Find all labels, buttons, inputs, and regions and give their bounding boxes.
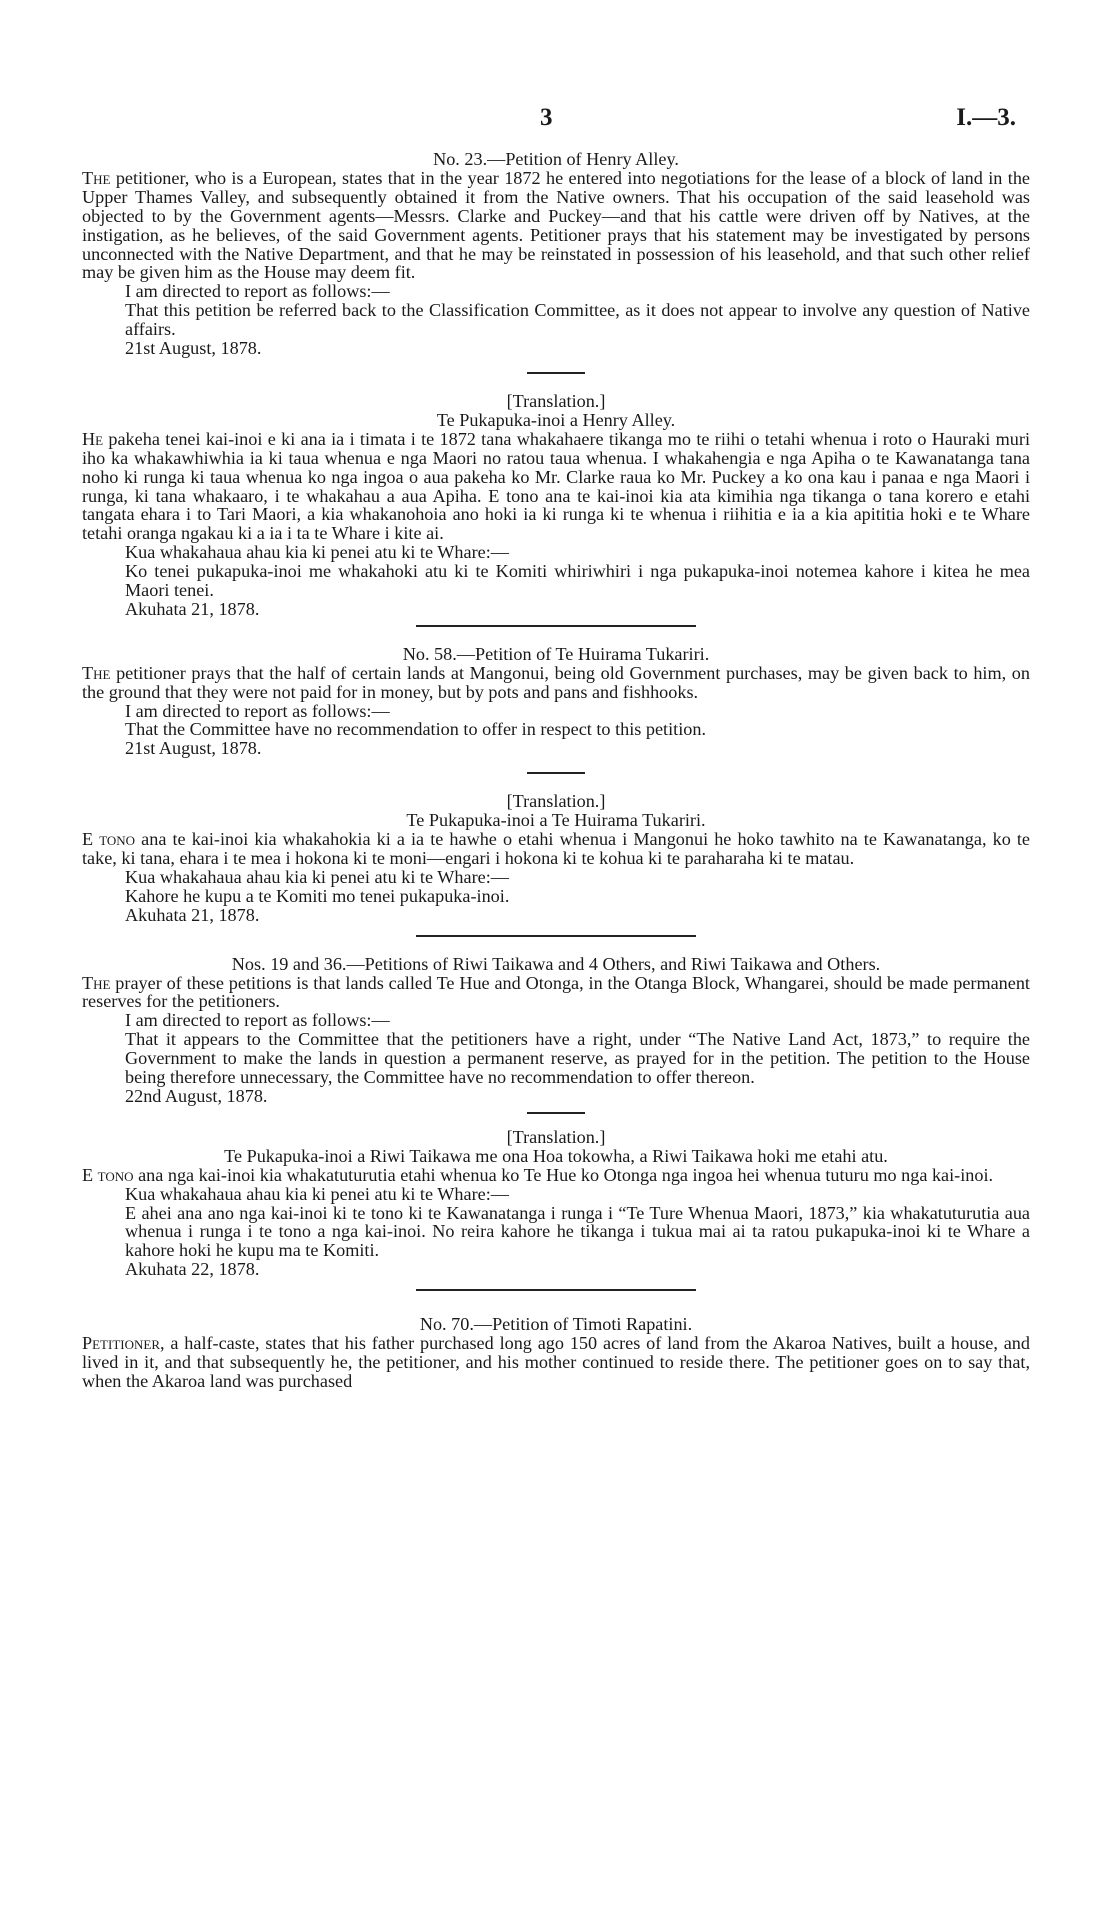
body-text: pakeha tenei kai-inoi e ki ana ia i timata i te 1872 tana whakahaere tikanga mo te riihi o tetahi whenua i roto o Hauraki muri iho ka whakawhiwhia ia ki taua whenua e nga Maori no ratou taua whenua. I whakahengia e nga Apiha o te Kawanatanga tana noho ki runga ki taua whenua ko nga ingoa o aua pakeha ko Mr. Clarke raua ko Mr. Puckey a ko ona kau i panaa e nga Maori i runga, ki tana whakaaro, i te whakahau a aua Apiha. E tono ana te kai-inoi kia ata kimihia nga tikanga o tana korero e etahi tangata ehara i to Tari Maori, a kia whakanohoia ano hoki ia ki runga ki te whenua i riihitia e ia a kia apititia hoki e te Whare tetahi oranga ngakau ki a ia i ta te Whare i kite ai. <box>82 428 1030 544</box>
translation-23-body <box>82 430 1030 543</box>
petition-70-body <box>82 1334 1030 1391</box>
petition-19-body <box>82 974 1030 1012</box>
translation-23-label: [Translation.] <box>506 390 606 411</box>
petition-58-directed: I am directed to report as follows:— <box>125 700 390 721</box>
petition-23-directed: I am directed to report as follows:— <box>125 281 390 302</box>
body-lead: He <box>82 428 104 449</box>
petition-23-title: No. 23.—Petition of Henry Alley. <box>433 149 679 169</box>
translation-23-report: Ko tenei pukapuka-inoi me whakahoki atu ki te Komiti whiriwhiri i nga pukapuka-inoi notemea kahore i kitea he mea Maori tenei. <box>125 561 1030 601</box>
translation-23-title: Te Pukapuka-inoi a Henry Alley. <box>436 409 676 430</box>
translation-19-label: [Translation.] <box>506 1126 606 1147</box>
body-text: petitioner, who is a European, states that in the year 1872 he entered into negotiations for the lease of a block of land in the Upper Thames Valley, and subsequently obtained it from the Native owners. That his occupation of the said leasehold was objected to by the Government agents—Messrs. Clarke and Puckey—and that his cattle were driven off by Natives, at the instigation, as he believes, of the said Government agents. Petitioner prays that his statement may be investigated by persons unconnected with the Native Department, and that he may be reinstated in possession of his leasehold, and that such other relief may be given him as the House may deem fit. <box>82 167 1030 283</box>
translation-23-date: Akuhata 21, 1878. <box>125 598 260 619</box>
translation-19-directed: Kua whakahaua ahau kia ki penei atu ki te Whare:— <box>125 1183 509 1204</box>
petition-19-title: Nos. 19 and 36.—Petitions of Riwi Taikawa and 4 Others, and Riwi Taikawa and Others. <box>231 953 881 974</box>
document-body <box>82 150 1030 1391</box>
body-lead: Petitioner <box>82 1333 160 1354</box>
body-text: prayer of these petitions is that lands called Te Hue and Otonga, in the Otanga Block, Whangarei, should be made permanent reserves for the petitioners. <box>82 972 1030 1012</box>
petition-19-directed: I am directed to report as follows:— <box>125 1010 390 1031</box>
translation-58-label: [Translation.] <box>506 791 606 812</box>
body-lead: The <box>82 972 111 993</box>
body-lead: The <box>82 167 111 188</box>
translation-58-body <box>82 830 1030 868</box>
petition-23-report: That this petition be referred back to the Classification Committee, as it does not appear to involve any question of Native affairs. <box>125 300 1030 340</box>
body-lead: E tono <box>82 829 136 850</box>
petition-23-body <box>82 169 1030 282</box>
petition-58-date: 21st August, 1878. <box>125 738 262 759</box>
translation-58-title: Te Pukapuka-inoi a Te Huirama Tukariri. <box>406 810 706 831</box>
petition-19-report: That it appears to the Committee that the petitioners have a right, under “The Native Land Act, 1873,” to require the Government to make the lands in question a permanent reserve, as prayed for in the petition. The petition to the House being therefore unnecessary, the Committee have no recommendation to offer thereon. <box>125 1029 1030 1088</box>
body-text: ana te kai-inoi kia whakahokia ki a ia te hawhe o etahi whenua i Mangonui he hoko tawhito na te Kawanatanga, ko te take, ki tana, ehara i te mea i hokona ki te moni—engari i hokona ki te kohua ki te paraharaha ki te matau. <box>82 829 1031 868</box>
body-text: petitioner prays that the half of certain lands at Mangonui, being old Government purchases, may be given back to him, on the ground that they were not paid for in money, but by pots and pans and fishhooks. <box>82 662 1030 702</box>
petition-23-date: 21st August, 1878. <box>125 338 262 359</box>
petition-58-body <box>82 664 1030 702</box>
petition-70-title: No. 70.—Petition of Timoti Rapatini. <box>419 1314 693 1335</box>
translation-19-body <box>82 1166 1030 1185</box>
translation-19-date: Akuhata 22, 1878. <box>125 1259 260 1280</box>
translation-58-date: Akuhata 21, 1878. <box>125 904 260 925</box>
body-lead: The <box>82 662 111 683</box>
petition-58-report: That the Committee have no recommendation to offer in respect to this petition. <box>125 719 707 740</box>
translation-19-report: E ahei ana ano nga kai-inoi ki te tono ki te Kawanatanga i runga i “Te Ture Whenua Maori, 1873,” kia whakatuturutia aua whenua i runga i te tono a nga kai-inoi. No reira kahore he tikanga i tukua mai ai ta ratou pukapuka-inoi ki te Whare a kahore hoki he kupu ma te Komiti. <box>125 1202 1030 1261</box>
body-lead: E tono <box>82 1164 134 1185</box>
document-reference: I.—3. <box>956 104 1016 131</box>
page-number: 3 <box>540 104 553 131</box>
translation-23-directed: Kua whakahaua ahau kia ki penei atu ki te Whare:— <box>125 542 509 563</box>
petition-19-date: 22nd August, 1878. <box>125 1085 268 1106</box>
translation-58-directed: Kua whakahaua ahau kia ki penei atu ki te Whare:— <box>125 866 509 887</box>
translation-19-title: Te Pukapuka-inoi a Riwi Taikawa me ona Hoa tokowha, a Riwi Taikawa hoki me etahi atu. <box>224 1145 888 1166</box>
body-text: , a half-caste, states that his father purchased long ago 150 acres of land from the Akaroa Natives, built a house, and lived in it, and that subsequently he, the petitioner, and his mother continued to reside there. The petitioner goes on to say that, when the Akaroa land was purchased <box>82 1333 1030 1391</box>
body-text: ana nga kai-inoi kia whakatuturutia etahi whenua ko Te Hue ko Otonga nga ingoa hei whenua tuturu mo nga kai-inoi. <box>133 1164 994 1185</box>
petition-58-title: No. 58.—Petition of Te Huirama Tukariri. <box>402 643 710 664</box>
translation-58-report: Kahore he kupu a te Komiti mo tenei pukapuka-inoi. <box>125 885 510 906</box>
page-header <box>0 104 1114 134</box>
